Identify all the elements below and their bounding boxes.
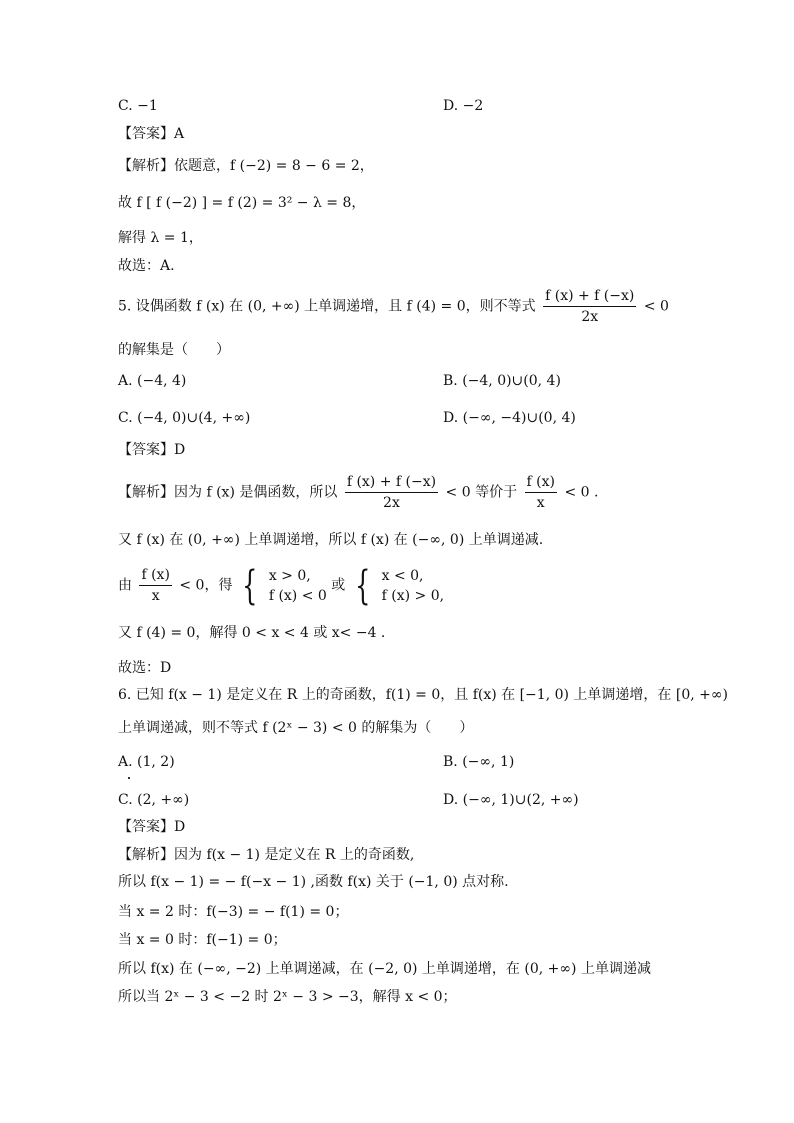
q6-analysis-line-2: 所以 f(x − 1) = − f(−x − 1) ,函数 f(x) 关于 (−1, 0) 点对称. bbox=[118, 874, 509, 890]
q5-case-system-2 bbox=[382, 566, 444, 606]
case-line: x < 0, bbox=[381, 567, 424, 584]
q5-analysis-line-4: 又 f (4) = 0，解得 0 < x < 4 或 x< −4 . bbox=[118, 625, 386, 641]
q5-analysis-prefix: 由 bbox=[118, 577, 132, 594]
left-brace-icon: { bbox=[354, 562, 371, 609]
fraction-numerator: f (x) bbox=[139, 565, 171, 586]
q6-analysis-line-1: 【解析】因为 f(x − 1) 是定义在 R 上的奇函数, bbox=[118, 847, 415, 863]
q4-analysis-line-2: 故 f [ f (−2) ] = f (2) = 3² − λ = 8， bbox=[118, 195, 366, 211]
q4-answer: 【答案】A bbox=[118, 126, 185, 142]
q5-analysis-line-2: 又 f (x) 在 (0, +∞) 上单调递增，所以 f (x) 在 (−∞, 0) 上单调递减. bbox=[118, 532, 544, 548]
fraction-denominator: 2x bbox=[581, 309, 599, 325]
q5-or-text: 或 bbox=[331, 577, 346, 594]
fraction-numerator: f (x) + f (−x) bbox=[345, 472, 438, 493]
q5-analysis-line-5: 故选：D bbox=[118, 660, 172, 676]
q6-stem-line-1: 6. 已知 f(x − 1) 是定义在 R 上的奇函数，f(1) = 0，且 f(x) 在 [−1, 0) 上单调递增，在 [0, +∞) bbox=[118, 687, 728, 703]
q6-option-a: A. (1, 2) bbox=[118, 754, 175, 770]
q5-stem-line-2: 的解集是（ ） bbox=[118, 342, 230, 358]
fraction-numerator: f (x) bbox=[525, 472, 557, 493]
left-brace-icon: { bbox=[241, 562, 258, 609]
q5-case-system-1 bbox=[269, 566, 327, 606]
q4-option-c: C. −1 bbox=[118, 98, 158, 114]
q6-option-d: D. (−∞, 1)∪(2, +∞) bbox=[443, 792, 579, 808]
q5-analysis-end-text: < 0 . bbox=[564, 484, 599, 501]
q6-analysis-line-6: 所以当 2ˣ − 3 < −2 时 2ˣ − 3 > −3，解得 x < 0； bbox=[118, 989, 457, 1005]
q5-stem-fraction bbox=[543, 286, 636, 327]
q5-analysis-fraction-3 bbox=[139, 565, 171, 606]
q5-analysis-line-3 bbox=[118, 562, 445, 609]
q5-analysis-line-1 bbox=[118, 472, 598, 513]
q6-stem-line-2: 上单调递减，则不等式 f (2ˣ − 3) < 0 的解集为（ ） bbox=[118, 720, 474, 736]
q5-analysis-text: 【解析】因为 f (x) 是偶函数，所以 bbox=[118, 484, 338, 501]
q5-analysis-mid: < 0，得 bbox=[179, 577, 233, 594]
q5-option-a: A. (−4, 4) bbox=[118, 373, 187, 389]
q6-analysis-line-5: 所以 f(x) 在 (−∞, −2) 上单调递减，在 (−2, 0) 上单调递增，在 (0, +∞) 上单调递减 bbox=[118, 961, 651, 977]
q4-analysis-line-3: 解得 λ = 1， bbox=[118, 230, 203, 246]
case-line: f (x) < 0 bbox=[268, 587, 327, 604]
fraction-numerator: f (x) + f (−x) bbox=[543, 286, 636, 307]
q5-stem bbox=[118, 286, 669, 327]
q5-answer: 【答案】D bbox=[118, 442, 186, 458]
q6-option-b: B. (−∞, 1) bbox=[443, 754, 515, 770]
q6-analysis-line-4: 当 x = 0 时：f(−1) = 0； bbox=[118, 932, 287, 948]
q6-analysis-line-3: 当 x = 2 时：f(−3) = − f(1) = 0； bbox=[118, 904, 349, 920]
case-line: f (x) > 0, bbox=[381, 587, 445, 604]
q4-analysis-line-1: 【解析】依题意，f (−2) = 8 − 6 = 2， bbox=[118, 158, 374, 174]
q4-option-d: D. −2 bbox=[443, 98, 484, 114]
q6-answer: 【答案】D bbox=[118, 819, 186, 835]
q5-option-d: D. (−∞, −4)∪(0, 4) bbox=[443, 410, 576, 426]
case-line: x > 0, bbox=[268, 567, 311, 584]
fraction-denominator: 2x bbox=[383, 495, 400, 511]
q5-analysis-fraction-2 bbox=[525, 472, 557, 513]
q5-analysis-mid-text: < 0 等价于 bbox=[445, 484, 518, 501]
q5-stem-text: 5. 设偶函数 f (x) 在 (0, +∞) 上单调递增，且 f (4) = 0，则不等式 bbox=[118, 298, 536, 315]
q5-option-b: B. (−4, 0)∪(0, 4) bbox=[443, 373, 561, 389]
q5-option-c: C. (−4, 0)∪(4, +∞) bbox=[118, 410, 251, 426]
q5-analysis-fraction-1 bbox=[345, 472, 438, 513]
q5-stem-inequality: < 0 bbox=[643, 298, 669, 315]
q4-analysis-line-4: 故选：A. bbox=[118, 258, 175, 274]
stray-dot-mark bbox=[128, 777, 130, 779]
fraction-denominator: x bbox=[536, 495, 545, 511]
q6-option-c: C. (2, +∞) bbox=[118, 792, 190, 808]
fraction-denominator: x bbox=[151, 588, 160, 604]
